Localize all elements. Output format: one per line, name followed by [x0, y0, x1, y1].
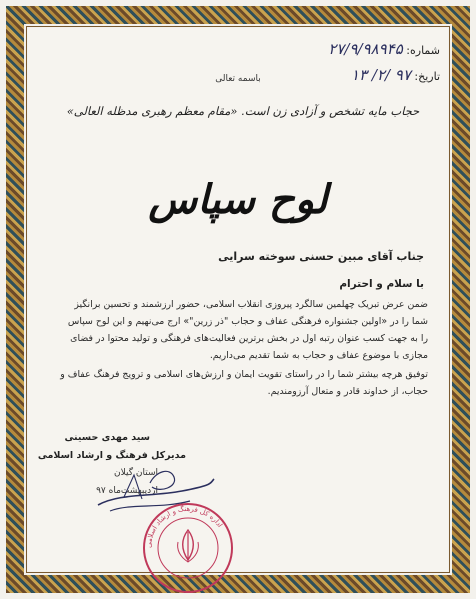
signer-title: مدیرکل فرهنگ و ارشاد اسلامی: [37, 450, 186, 461]
certificate-page: [28, 28, 448, 571]
letter-number: [200, 40, 440, 58]
signer-name: سید مهدی حسینی: [64, 432, 150, 443]
seal-text: اداره کل فرهنگ و ارشاد اسلامی: [144, 504, 224, 549]
date-value: ۹۷ /۲/ ۱۳: [350, 66, 411, 84]
number-label: شماره:: [406, 44, 440, 57]
certificate-title: لوح سپاس: [148, 176, 328, 223]
recipient-name: جناب آقای مبین حسنی سوخته سرایی: [218, 250, 424, 263]
greeting: با سلام و احترام: [339, 278, 424, 290]
number-value: ۲۷/۹/۹۸۹۴۵: [328, 40, 403, 58]
leader-quote: حجاب مایه تشخص و آزادی زن است. «مقام معظم رهبری مدظله العالی»: [66, 104, 420, 118]
invocation: باسمه تعالی: [215, 74, 261, 84]
signer-date: اردیبهشت‌ماه ۹۷: [96, 486, 158, 496]
body-paragraph: توفیق هرچه بیشتر شما را در راستای تقویت ایمان و ارزش‌های اسلامی و ترویج فرهنگ عفاف و حجاب، از خداوند قادر و متعال آرزومندیم.: [60, 369, 428, 397]
date-label: تاریخ:: [414, 70, 440, 83]
signer-office: استان گیلان: [114, 468, 158, 478]
body-paragraph: ضمن عرض تبریک چهلمین سالگرد پیروزی انقلاب اسلامی، حضور ارزشمند و تحسین برانگیز شما را در «اولین جشنواره فرهنگی عفاف و حجاب "ذر زرین"» ارج می‌نهیم و این لوح سپاس را به جهت کسب عنوان رتبه اول در بخش برترین فعالیت‌های فرهنگی و تولید محتوا در فضای مجازی با موضوع عفاف و حجاب به شما تقدیم می‌داریم.: [67, 299, 428, 361]
body-text: [60, 296, 428, 402]
official-seal: [138, 498, 238, 598]
